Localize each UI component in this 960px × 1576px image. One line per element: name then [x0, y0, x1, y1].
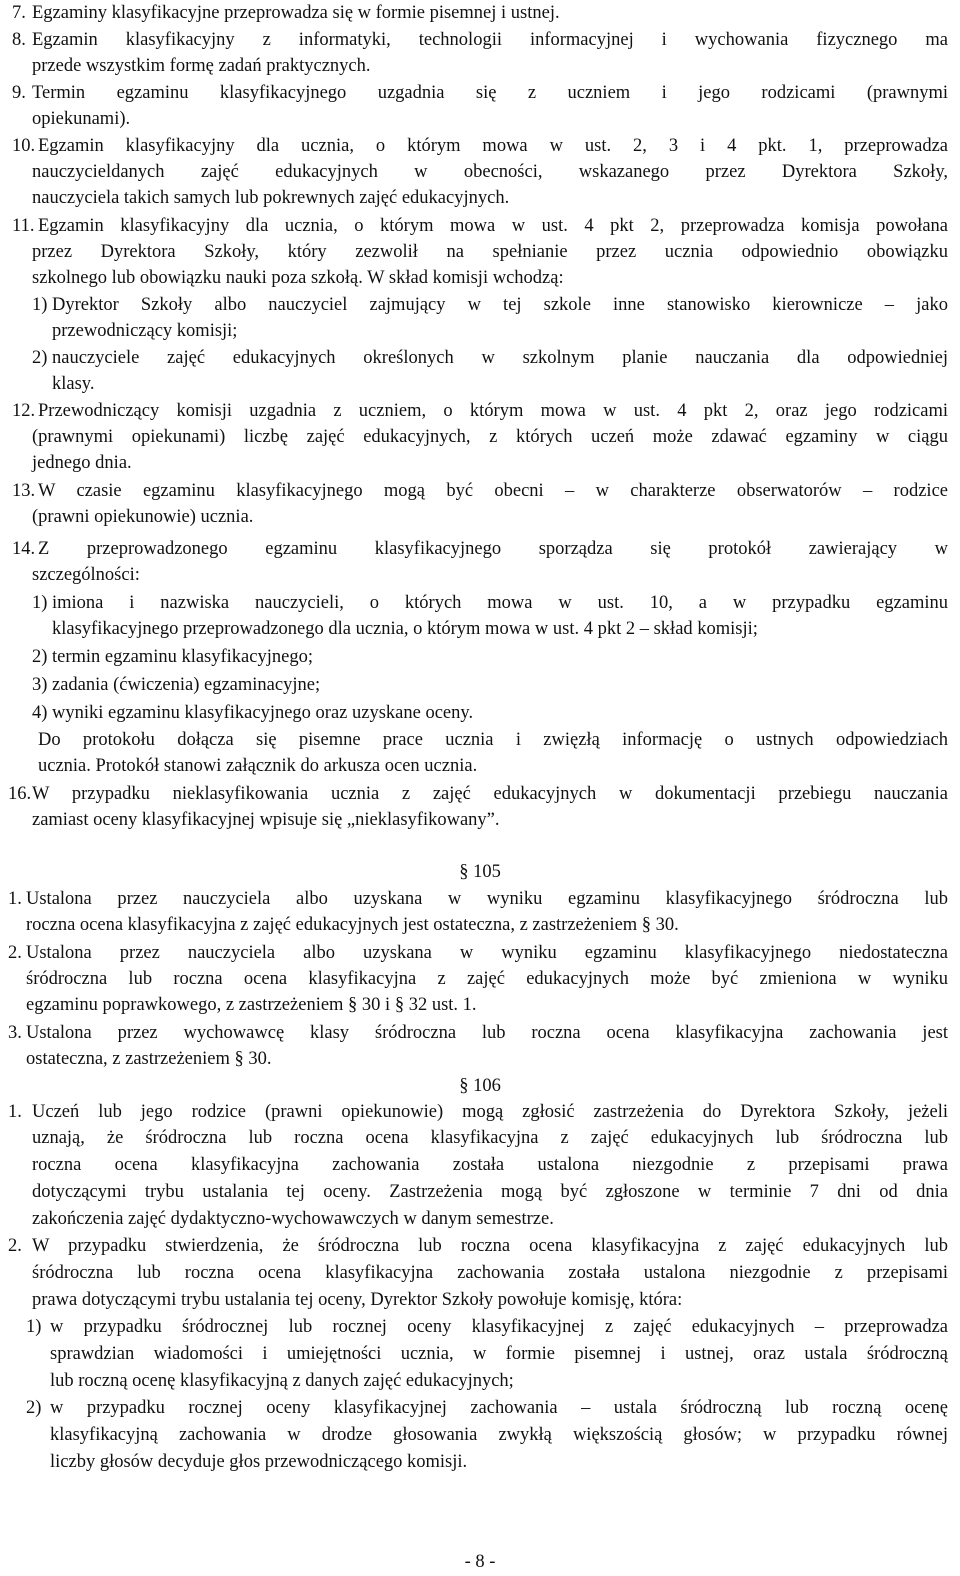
paragraph-line: zadania (ćwiczenia) egzaminacyjne; [52, 675, 321, 695]
page-number: - 8 - [464, 1552, 496, 1572]
sub-item-number: 1) [32, 593, 48, 613]
paragraph-line: nauczyciela takich samych lub pokrewnych zajęć edukacyjnych. [32, 188, 510, 208]
paragraph-line: termin egzaminu klasyfikacyjnego; [52, 647, 313, 667]
paragraph-line: przede wszystkim formę zadań praktycznych. [32, 56, 371, 76]
item-number: 16. [8, 784, 32, 804]
sub-item-number: 2) [32, 647, 48, 667]
paragraph-line: zakończenia zajęć dydaktyczno-wychowawczych w danym semestrze. [32, 1209, 554, 1229]
paragraph-line: liczby głosów decyduje głos przewodniczącego komisji. [50, 1452, 468, 1472]
paragraph-line: Egzamin klasyfikacyjny dla ucznia, o którym mowa w ust. 4 pkt 2, przeprowadza komisja powołana [38, 216, 948, 236]
sub-item-number: 2) [32, 348, 48, 368]
sub-item-number: 2) [26, 1398, 42, 1418]
sub-item-number: 1) [26, 1317, 42, 1337]
item-number: 1. [8, 889, 22, 909]
item-number: 12. [12, 401, 36, 421]
paragraph-line: Z przeprowadzonego egzaminu klasyfikacyjnego sporządza się protokół zawierający w [38, 539, 948, 559]
paragraph-line: prawa dotyczącymi trybu ustalania tej oceny, Dyrektor Szkoły powołuje komisję, która: [32, 1290, 683, 1310]
paragraph-line: W czasie egzaminu klasyfikacyjnego mogą być obecni – w charakterze obserwatorów – rodzice [38, 481, 948, 501]
paragraph-line: sprawdzian wiadomości i umiejętności ucznia, w formie pisemnej i ustnej, oraz ustala śródroczną [50, 1344, 948, 1364]
item-number: 2. [8, 1236, 22, 1256]
paragraph-line: wyniki egzaminu klasyfikacyjnego oraz uzyskane oceny. [52, 703, 474, 723]
paragraph-line: Ustalona przez nauczyciela albo uzyskana w wyniku egzaminu klasyfikacyjnego śródroczna lub [26, 889, 948, 909]
paragraph-line: Ustalona przez nauczyciela albo uzyskana w wyniku egzaminu klasyfikacyjnego niedostateczna [26, 943, 948, 963]
paragraph-line: Przewodniczący komisji uzgadnia z uczniem, o którym mowa w ust. 4 pkt 2, oraz jego rodzicami [38, 401, 948, 421]
item-number: 10. [12, 136, 36, 156]
paragraph-line: imiona i nazwiska nauczycieli, o których mowa w ust. 10, a w przypadku egzaminu [52, 593, 948, 613]
paragraph-line: opiekunami). [32, 109, 131, 129]
item-number: 9. [12, 83, 26, 103]
paragraph-line: roczna ocena klasyfikacyjna z zajęć edukacyjnych jest ostateczna, z zastrzeżeniem § 30. [26, 915, 679, 935]
item-number: 7. [12, 3, 26, 23]
paragraph-line: śródroczna lub roczna ocena klasyfikacyjna zachowania została ustalona niezgodnie z przepisami [32, 1263, 948, 1283]
paragraph-line: Egzaminy klasyfikacyjne przeprowadza się w formie pisemnej i ustnej. [32, 3, 560, 23]
item-number: 11. [12, 216, 35, 236]
paragraph-line: dotyczącymi trybu ustalania tej oceny. Zastrzeżenia mogą być zgłoszone w terminie 7 dni od dnia [32, 1182, 948, 1202]
paragraph-line: W przypadku nieklasyfikowania ucznia z zajęć edukacyjnych w dokumentacji przebiegu nauczania [32, 784, 948, 804]
paragraph-line: Do protokołu dołącza się pisemne prace ucznia i zwięzłą informację o ustnych odpowiedziach [38, 730, 948, 750]
item-number: 1. [8, 1102, 22, 1122]
paragraph-line: roczna ocena klasyfikacyjna zachowania została ustalona niezgodnie z przepisami prawa [32, 1155, 948, 1175]
paragraph-line: nauczycieldanych zajęć edukacyjnych w obecności, wskazanego przez Dyrektora Szkoły, [32, 162, 948, 182]
paragraph-line: Egzamin klasyfikacyjny z informatyki, technologii informacyjnej i wychowania fizycznego ma [32, 30, 948, 50]
paragraph-line: przez Dyrektora Szkoły, który zezwolił na spełnianie przez ucznia odpowiednio obowiązku [32, 242, 948, 262]
paragraph-line: szczególności: [32, 565, 140, 585]
paragraph-line: klasyfikacyjnego przeprowadzonego dla ucznia, o którym mowa w ust. 4 pkt 2 – skład komisji; [52, 619, 758, 639]
sub-item-number: 4) [32, 703, 48, 723]
paragraph-line: (prawnymi opiekunami) liczbę zajęć edukacyjnych, z których uczeń może zdawać egzaminy w ciągu [32, 427, 948, 447]
paragraph-line: Termin egzaminu klasyfikacyjnego uzgadnia się z uczniem i jego rodzicami (prawnymi [32, 83, 948, 103]
paragraph-line: przewodniczący komisji; [52, 321, 238, 341]
paragraph-line: uznają, że śródroczna lub roczna ocena klasyfikacyjna z zajęć edukacyjnych lub śródroczna lub [32, 1128, 948, 1148]
section-heading: § 106 [459, 1076, 501, 1096]
paragraph-line: klasyfikacyjną zachowania w drodze głosowania zwykłą większością głosów; w przypadku równej [50, 1425, 948, 1445]
section-heading: § 105 [459, 862, 501, 882]
paragraph-line: klasy. [52, 374, 95, 394]
paragraph-line: lub roczną ocenę klasyfikacyjną z danych zajęć edukacyjnych; [50, 1371, 514, 1391]
item-number: 14. [12, 539, 36, 559]
paragraph-line: zamiast oceny klasyfikacyjnej wpisuje się „nieklasyfikowany”. [32, 810, 500, 830]
paragraph-line: w przypadku rocznej oceny klasyfikacyjnej zachowania – ustala śródroczną lub roczną ocenę [50, 1398, 948, 1418]
item-number: 3. [8, 1023, 22, 1043]
paragraph-line: ostateczna, z zastrzeżeniem § 30. [26, 1049, 272, 1069]
paragraph-line: Egzamin klasyfikacyjny dla ucznia, o którym mowa w ust. 2, 3 i 4 pkt. 1, przeprowadza [38, 136, 948, 156]
item-number: 13. [12, 481, 36, 501]
paragraph-line: egzaminu poprawkowego, z zastrzeżeniem § 30 i § 32 ust. 1. [26, 995, 477, 1015]
paragraph-line: W przypadku stwierdzenia, że śródroczna lub roczna ocena klasyfikacyjna z zajęć edukacyjnych lub [32, 1236, 948, 1256]
paragraph-line: Ustalona przez wychowawcę klasy śródroczna lub roczna ocena klasyfikacyjna zachowania jest [26, 1023, 948, 1043]
paragraph-line: (prawni opiekunowie) ucznia. [32, 507, 254, 527]
paragraph-line: nauczyciele zajęć edukacyjnych określonych w szkolnym planie nauczania dla odpowiedniej [52, 348, 948, 368]
paragraph-line: ucznia. Protokół stanowi załącznik do arkusza ocen ucznia. [38, 756, 478, 776]
item-number: 2. [8, 943, 22, 963]
item-number: 8. [12, 30, 26, 50]
sub-item-number: 3) [32, 675, 48, 695]
sub-item-number: 1) [32, 295, 48, 315]
paragraph-line: szkolnego lub obowiązku nauki poza szkołą. W skład komisji wchodzą: [32, 268, 564, 288]
paragraph-line: jednego dnia. [32, 453, 132, 473]
paragraph-line: Uczeń lub jego rodzice (prawni opiekunowie) mogą zgłosić zastrzeżenia do Dyrektora Szkoły, jeżeli [32, 1102, 948, 1122]
paragraph-line: śródroczna lub roczna ocena klasyfikacyjna z zajęć edukacyjnych może być zmieniona w wyniku [26, 969, 948, 989]
paragraph-line: w przypadku śródrocznej lub rocznej oceny klasyfikacyjnej z zajęć edukacyjnych – przeprowadza [50, 1317, 948, 1337]
paragraph-line: Dyrektor Szkoły albo nauczyciel zajmujący w tej szkole inne stanowisko kierownicze – jako [52, 295, 948, 315]
